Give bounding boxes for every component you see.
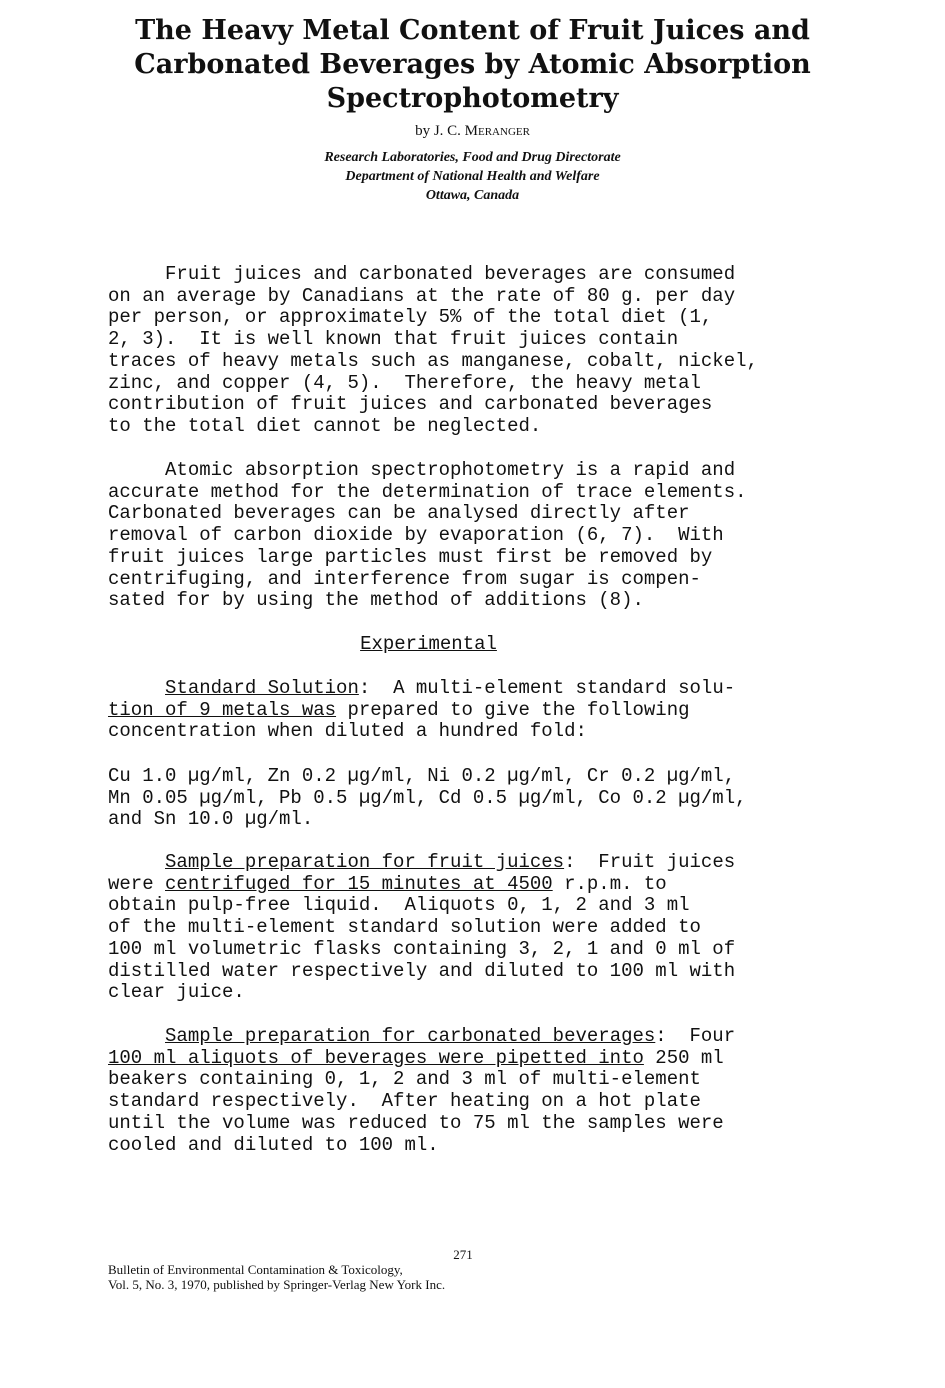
text-run: were <box>108 872 166 895</box>
paragraph-standard-solution <box>108 678 735 743</box>
text-run: r.p.m. to <box>552 872 667 895</box>
title-line-3: Spectrophotometry <box>326 83 619 114</box>
title-line-1: The Heavy Metal Content of Fruit Juices and <box>135 15 810 46</box>
journal-name: Bulletin of Environmental Contamination & Toxicology, <box>108 1262 403 1277</box>
text-line: to the total diet cannot be neglected. <box>108 414 542 437</box>
text-line: on an average by Canadians at the rate of 80 g. per day <box>108 284 736 307</box>
author-byline <box>100 123 845 140</box>
text-line: beakers containing 0, 1, 2 and 3 ml of multi-element <box>108 1068 701 1091</box>
text-run: prepared to give the following <box>336 698 690 721</box>
text-line: clear juice. <box>108 981 245 1004</box>
author-surname: Meranger <box>464 123 530 139</box>
affiliation-line-1: Research Laboratories, Food and Drug Directorate <box>324 150 621 165</box>
text-line: sated for by using the method of additions (8). <box>108 589 644 612</box>
subsection-label: Sample preparation for carbonated beverages <box>165 1025 656 1047</box>
text-line: of the multi-element standard solution were added to <box>108 916 701 939</box>
text-run-underlined: tion of 9 metals was <box>108 698 337 721</box>
affiliation-line-2: Department of National Health and Welfare <box>345 169 600 184</box>
text-line: 2, 3). It is well known that fruit juices contain <box>108 328 679 351</box>
text-line: fruit juices large particles must first be removed by <box>108 545 713 568</box>
subsection-label: Sample preparation for fruit juices <box>165 851 565 873</box>
text-line <box>108 1026 735 1048</box>
text-run-underlined: 100 ml aliquots of beverages were pipetted into <box>108 1046 644 1069</box>
text-line: Fruit juices and carbonated beverages are consumed <box>108 263 736 285</box>
text-line: per person, or approximately 5% of the total diet (1, <box>108 306 713 329</box>
text-line: Atomic absorption spectrophotometry is a rapid and <box>108 459 736 481</box>
text-line <box>108 874 735 896</box>
text-run: : Fruit juices <box>564 851 736 873</box>
paragraph-fruit-juice-prep <box>108 852 735 1004</box>
text-line: Carbonated beverages can be analysed directly after <box>108 502 690 525</box>
text-line: 100 ml volumetric flasks containing 3, 2, 1 and 0 ml of <box>108 937 736 960</box>
page-footer <box>108 1247 808 1292</box>
section-heading-experimental: Experimental <box>360 633 497 655</box>
text-line: cooled and diluted to 100 ml. <box>108 1133 439 1156</box>
text-line: distilled water respectively and diluted to 100 ml with <box>108 959 736 982</box>
text-line: and Sn 10.0 µg/ml. <box>108 808 314 831</box>
title-line-2: Carbonated Beverages by Atomic Absorption <box>134 49 811 80</box>
paper-title <box>100 14 845 116</box>
paragraph-intro <box>108 264 758 438</box>
text-line <box>108 700 735 722</box>
text-line <box>108 678 735 700</box>
text-line: obtain pulp-free liquid. Aliquots 0, 1, 2 and 3 ml <box>108 894 690 917</box>
text-run-underlined: centrifuged for 15 minutes at 4500 <box>165 872 553 895</box>
text-line: centrifuging, and interference from sugar is compen- <box>108 567 701 590</box>
page-number: 271 <box>453 1247 473 1262</box>
text-run: : A multi-element standard solu- <box>358 677 736 699</box>
text-line <box>108 852 735 874</box>
paragraph-method <box>108 460 747 612</box>
paragraph-carbonated-prep <box>108 1026 735 1156</box>
text-line: Mn 0.05 µg/ml, Pb 0.5 µg/ml, Cd 0.5 µg/ml, Co 0.2 µg/ml, <box>108 786 747 809</box>
text-line: standard respectively. After heating on a hot plate <box>108 1090 701 1113</box>
text-line: concentration when diluted a hundred fold: <box>108 720 587 743</box>
affiliation-line-3: Ottawa, Canada <box>425 188 520 203</box>
concentration-list <box>108 766 747 831</box>
text-line: until the volume was reduced to 75 ml the samples were <box>108 1111 724 1134</box>
text-line: contribution of fruit juices and carbonated beverages <box>108 393 713 416</box>
text-line: removal of carbon dioxide by evaporation (6, 7). With <box>108 524 724 547</box>
text-run: 250 ml <box>643 1046 724 1069</box>
text-line: accurate method for the determination of trace elements. <box>108 480 747 503</box>
text-line: zinc, and copper (4, 5). Therefore, the heavy metal <box>108 371 701 394</box>
text-run: : Four <box>655 1025 736 1047</box>
byline-prefix: by J. C. <box>415 123 465 139</box>
text-line: Cu 1.0 µg/ml, Zn 0.2 µg/ml, Ni 0.2 µg/ml, Cr 0.2 µg/ml, <box>108 765 736 787</box>
subsection-label: Standard Solution <box>165 677 359 699</box>
author-affiliation <box>100 148 845 205</box>
text-line: traces of heavy metals such as manganese, cobalt, nickel, <box>108 349 758 372</box>
journal-volume: Vol. 5, No. 3, 1970, published by Springer-Verlag New York Inc. <box>108 1277 446 1292</box>
text-line <box>108 1048 735 1070</box>
